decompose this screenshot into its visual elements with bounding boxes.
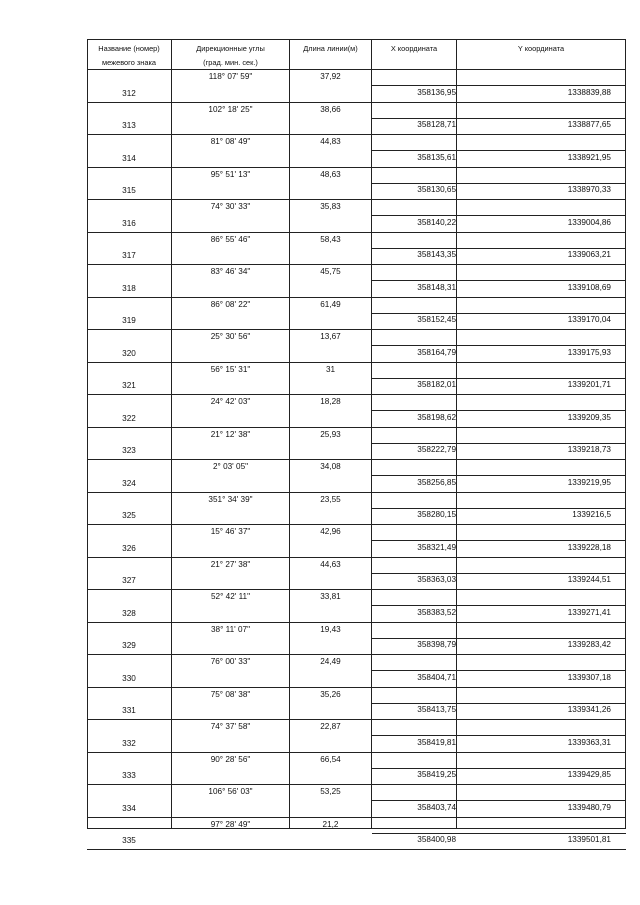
point-name: 316	[122, 219, 136, 228]
y-coordinate: 1339307,18	[567, 673, 611, 682]
y-coordinate: 1338970,33	[567, 185, 611, 194]
row-separator	[372, 378, 626, 379]
direction-angle: 86° 08' 22"	[210, 300, 251, 309]
y-coordinate: 1339480,79	[567, 803, 611, 812]
column-divider	[456, 39, 457, 829]
row-separator	[372, 833, 626, 834]
row-separator	[372, 768, 626, 769]
line-length: 66,54	[320, 755, 341, 764]
y-coordinate: 1339429,85	[567, 770, 611, 779]
table-header	[87, 39, 626, 69]
y-coordinate: 1339283,42	[567, 640, 611, 649]
row-separator	[372, 85, 626, 86]
row-separator	[372, 735, 626, 736]
row-separator	[372, 443, 626, 444]
line-length: 19,43	[320, 625, 341, 634]
direction-angle: 102° 18' 25"	[208, 105, 253, 114]
direction-angle: 81° 08' 49"	[210, 137, 251, 146]
header-point-name	[87, 39, 171, 69]
point-name: 334	[122, 804, 136, 813]
row-separator	[372, 573, 626, 574]
y-coordinate: 1339175,93	[567, 348, 611, 357]
point-name: 331	[122, 706, 136, 715]
row-separator	[372, 248, 626, 249]
line-length: 61,49	[320, 300, 341, 309]
direction-angle: 106° 56' 03"	[208, 787, 253, 796]
row-separator	[372, 800, 626, 801]
line-length: 21,2	[322, 820, 339, 829]
header-y-coordinate-text: Y координата	[517, 44, 565, 53]
x-coordinate: 358280,15	[417, 510, 456, 519]
point-name: 315	[122, 186, 136, 195]
line-length: 34,08	[320, 462, 341, 471]
direction-angle: 74° 30' 33"	[210, 202, 251, 211]
y-coordinate: 1339271,41	[567, 608, 611, 617]
y-coordinate: 1339216,5	[572, 510, 611, 519]
direction-angle: 83° 46' 34"	[210, 267, 251, 276]
row-separator	[87, 589, 626, 590]
line-length: 37,92	[320, 72, 341, 81]
point-name: 318	[122, 284, 136, 293]
point-name: 333	[122, 771, 136, 780]
row-separator	[87, 394, 626, 395]
x-coordinate: 358128,71	[417, 120, 456, 129]
row-separator	[87, 784, 626, 785]
direction-angle: 24° 42' 03"	[210, 397, 251, 406]
x-coordinate: 358383,52	[417, 608, 456, 617]
header-direction-angle	[172, 39, 289, 69]
direction-angle: 76° 00' 33"	[210, 657, 251, 666]
header-x-coordinate	[372, 39, 456, 69]
row-separator	[87, 849, 626, 850]
direction-angle: 95° 51' 13"	[210, 170, 251, 179]
x-coordinate: 358135,61	[417, 153, 456, 162]
y-coordinate: 1339209,35	[567, 413, 611, 422]
line-length: 13,67	[320, 332, 341, 341]
row-separator	[372, 280, 626, 281]
row-separator	[87, 329, 626, 330]
point-name: 329	[122, 641, 136, 650]
point-name: 325	[122, 511, 136, 520]
x-coordinate: 358136,95	[417, 88, 456, 97]
row-separator	[372, 703, 626, 704]
x-coordinate: 358130,65	[417, 185, 456, 194]
row-separator	[87, 427, 626, 428]
direction-angle: 86° 55' 46"	[210, 235, 251, 244]
point-name: 330	[122, 674, 136, 683]
line-length: 45,75	[320, 267, 341, 276]
x-coordinate: 358140,22	[417, 218, 456, 227]
x-coordinate: 358398,79	[417, 640, 456, 649]
header-point-name-line2: межевого знака	[102, 58, 156, 67]
direction-angle: 75° 08' 38"	[210, 690, 251, 699]
y-coordinate: 1339004,86	[567, 218, 611, 227]
x-coordinate: 358198,62	[417, 413, 456, 422]
row-separator	[372, 150, 626, 151]
direction-angle: 21° 12' 38"	[210, 430, 251, 439]
header-direction-angle-line1: Дирекционные углы	[196, 44, 265, 53]
point-name: 328	[122, 609, 136, 618]
row-separator	[87, 167, 626, 168]
header-line-length-text: Длина линии(м)	[303, 44, 358, 53]
direction-angle: 74° 37' 58"	[210, 722, 251, 731]
x-coordinate: 358403,74	[417, 803, 456, 812]
row-separator	[87, 264, 626, 265]
row-separator	[87, 362, 626, 363]
line-length: 23,55	[320, 495, 341, 504]
row-separator	[87, 752, 626, 753]
direction-angle: 97° 28' 49"	[210, 820, 251, 829]
row-separator	[372, 508, 626, 509]
y-coordinate: 1339108,69	[567, 283, 611, 292]
row-separator	[87, 622, 626, 623]
row-separator	[87, 654, 626, 655]
coordinates-table	[87, 39, 626, 845]
row-separator	[87, 719, 626, 720]
row-separator	[372, 313, 626, 314]
x-coordinate: 358148,31	[417, 283, 456, 292]
x-coordinate: 358143,35	[417, 250, 456, 259]
y-coordinate: 1338921,95	[567, 153, 611, 162]
line-length: 42,96	[320, 527, 341, 536]
row-separator	[87, 199, 626, 200]
x-coordinate: 358400,98	[417, 835, 456, 844]
point-name: 321	[122, 381, 136, 390]
line-length: 58,43	[320, 235, 341, 244]
direction-angle: 21° 27' 38"	[210, 560, 251, 569]
y-coordinate: 1338877,65	[567, 120, 611, 129]
header-point-name-line1: Название (номер)	[98, 44, 160, 53]
line-length: 18,28	[320, 397, 341, 406]
direction-angle: 118° 07' 59"	[208, 72, 253, 81]
y-coordinate: 1339218,73	[567, 445, 611, 454]
direction-angle: 56° 15' 31"	[210, 365, 251, 374]
row-separator	[87, 557, 626, 558]
line-length: 35,26	[320, 690, 341, 699]
direction-angle: 351° 34' 39"	[208, 495, 253, 504]
row-separator	[87, 524, 626, 525]
x-coordinate: 358182,01	[417, 380, 456, 389]
row-separator	[372, 475, 626, 476]
line-length: 25,93	[320, 430, 341, 439]
table-border-right	[625, 39, 626, 829]
y-coordinate: 1339170,04	[567, 315, 611, 324]
line-length: 24,49	[320, 657, 341, 666]
line-length: 44,83	[320, 137, 341, 146]
row-separator	[87, 102, 626, 103]
row-separator	[87, 297, 626, 298]
point-name: 324	[122, 479, 136, 488]
row-separator	[372, 215, 626, 216]
x-coordinate: 358152,45	[417, 315, 456, 324]
row-separator	[372, 345, 626, 346]
line-length: 22,87	[320, 722, 341, 731]
point-name: 326	[122, 544, 136, 553]
y-coordinate: 1339219,95	[567, 478, 611, 487]
y-coordinate: 1339363,31	[567, 738, 611, 747]
x-coordinate: 358413,75	[417, 705, 456, 714]
row-separator	[372, 410, 626, 411]
point-name: 332	[122, 739, 136, 748]
row-separator	[87, 134, 626, 135]
row-separator	[87, 459, 626, 460]
direction-angle: 25° 30' 56"	[210, 332, 251, 341]
direction-angle: 15° 46' 37"	[210, 527, 251, 536]
y-coordinate: 1339244,51	[567, 575, 611, 584]
row-separator	[372, 118, 626, 119]
direction-angle: 38° 11' 07"	[210, 625, 250, 634]
point-name: 322	[122, 414, 136, 423]
row-separator	[372, 183, 626, 184]
point-name: 320	[122, 349, 136, 358]
x-coordinate: 358164,79	[417, 348, 456, 357]
line-length: 31	[325, 365, 336, 374]
direction-angle: 52° 42' 11"	[210, 592, 250, 601]
row-separator	[87, 69, 626, 70]
point-name: 335	[122, 836, 136, 845]
row-separator	[372, 670, 626, 671]
header-y-coordinate	[457, 39, 625, 69]
point-name: 313	[122, 121, 136, 130]
x-coordinate: 358419,81	[417, 738, 456, 747]
y-coordinate: 1339201,71	[567, 380, 611, 389]
x-coordinate: 358404,71	[417, 673, 456, 682]
y-coordinate: 1339228,18	[567, 543, 611, 552]
y-coordinate: 1339501,81	[567, 835, 611, 844]
row-separator	[372, 540, 626, 541]
point-name: 317	[122, 251, 136, 260]
direction-angle: 90° 28' 56"	[210, 755, 251, 764]
point-name: 312	[122, 89, 136, 98]
line-length: 48,63	[320, 170, 341, 179]
line-length: 33,81	[320, 592, 341, 601]
row-separator	[87, 817, 626, 818]
point-name: 314	[122, 154, 136, 163]
x-coordinate: 358256,85	[417, 478, 456, 487]
x-coordinate: 358321,49	[417, 543, 456, 552]
row-separator	[87, 492, 626, 493]
row-separator	[372, 638, 626, 639]
point-name: 323	[122, 446, 136, 455]
row-separator	[372, 605, 626, 606]
x-coordinate: 358419,25	[417, 770, 456, 779]
row-separator	[87, 232, 626, 233]
line-length: 38,66	[320, 105, 341, 114]
line-length: 53,25	[320, 787, 341, 796]
point-name: 327	[122, 576, 136, 585]
x-coordinate: 358222,79	[417, 445, 456, 454]
y-coordinate: 1339063,21	[567, 250, 611, 259]
row-separator	[87, 687, 626, 688]
point-name: 319	[122, 316, 136, 325]
y-coordinate: 1339341,26	[567, 705, 611, 714]
header-direction-angle-line2: (град. мин. сек.)	[203, 58, 258, 67]
direction-angle: 2° 03' 05"	[212, 462, 249, 471]
y-coordinate: 1338839,88	[567, 88, 611, 97]
line-length: 44,63	[320, 560, 341, 569]
header-line-length	[290, 39, 371, 69]
line-length: 35,83	[320, 202, 341, 211]
header-x-coordinate-text: X координата	[390, 44, 438, 53]
x-coordinate: 358363,03	[417, 575, 456, 584]
